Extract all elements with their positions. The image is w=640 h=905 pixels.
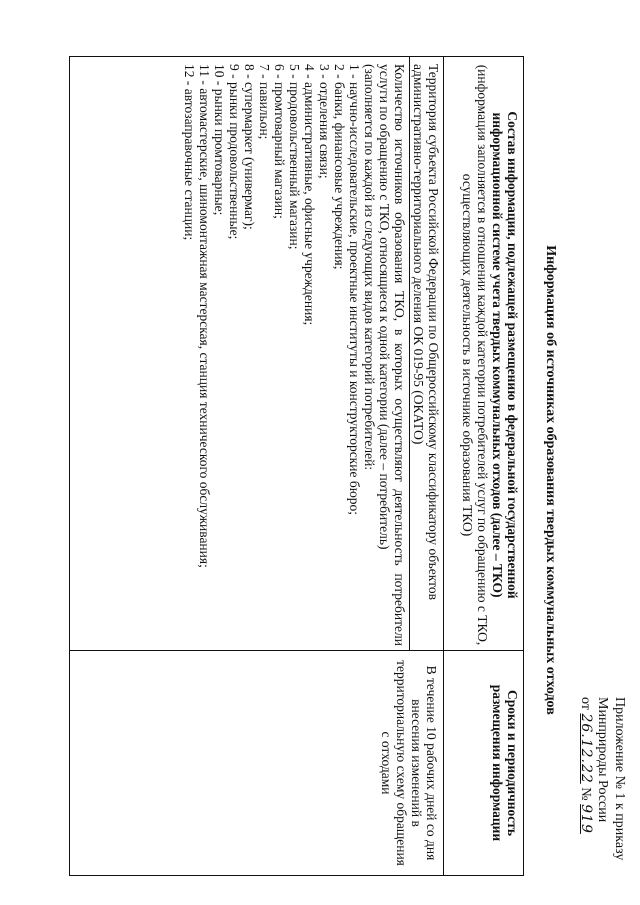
header-left-title: Состав информации, подлежащей размещению в федеральной государственной информационной системе учета твердых коммунальных отходов (далее – ТКО): [490, 111, 520, 599]
handwritten-number: 919: [578, 804, 594, 834]
handwritten-date: 26.12.22: [578, 713, 594, 784]
category-list: [182, 64, 362, 646]
table-column-divider: [69, 650, 524, 651]
header-left-cell: [460, 64, 520, 646]
category-item: 9 - рынки продовольственные;: [227, 64, 242, 240]
number-prefix: №: [578, 787, 593, 801]
date-prefix: от: [578, 697, 593, 710]
category-item: 3 - отделения связи;: [317, 64, 332, 179]
document-title: Информация об источниках образования твердых коммунальных отходов: [543, 245, 558, 715]
row-territory: Территория субъекта Российской Федерации по Общероссийскому классификатору объектов административно-территориального деления ОК 019-95 (ОКАТО): [411, 64, 441, 600]
row-sources-note: (заполняется по каждой из следующих видов категорий потребителей:: [362, 64, 377, 471]
row-sources-text: Количество источников образования ТКО, в которых осуществляют деятельность потребители услуги по обращению с ТКО, относящиеся к одной категории (далее – потребитель): [377, 64, 407, 646]
appendix-header: [577, 697, 628, 887]
appendix-line-1: Приложение № 1 к приказу: [612, 697, 627, 861]
category-item: 6 - промтоварный магазин;: [272, 64, 287, 219]
category-item: 5 - продовольственный магазин;: [287, 64, 302, 250]
category-item: 11 - автомастерские, шиномонтажная мастерская, станция технического обслуживания;: [197, 64, 212, 568]
header-right-cell: Сроки и периодичность размещения информации: [490, 684, 520, 842]
appendix-line-2: Минприроды России: [595, 697, 610, 823]
header-left-note: (информация заполняется в отношении каждой категории потребителей услуг по обращению с ТКО, осуществляющих деятельность в источнике образования ТКО): [460, 64, 490, 646]
table-header-divider: [443, 56, 444, 876]
category-item: 10 - рынки промтоварные;: [212, 64, 227, 216]
category-item: 2 - банки, финансовые учреждения;: [332, 64, 347, 270]
category-item: 12 - автозаправочные станции;: [182, 64, 197, 241]
deadline-cell: В течение 10 рабочих дней со дня внесения изменений в территориальную схему обращения с отходами: [379, 660, 439, 866]
category-item: 8 - супермаркет (универмаг);: [242, 64, 257, 230]
category-item: 4 - административные, офисные учреждения;: [302, 64, 317, 326]
category-item: 7 - павильон;: [257, 64, 272, 140]
category-item: 1 - научно-исследовательские, проектные институты и конструкторские бюро;: [347, 64, 362, 516]
row-sources-count: [182, 64, 407, 646]
appendix-date-line: [577, 697, 594, 887]
table-row-divider: [409, 56, 410, 650]
